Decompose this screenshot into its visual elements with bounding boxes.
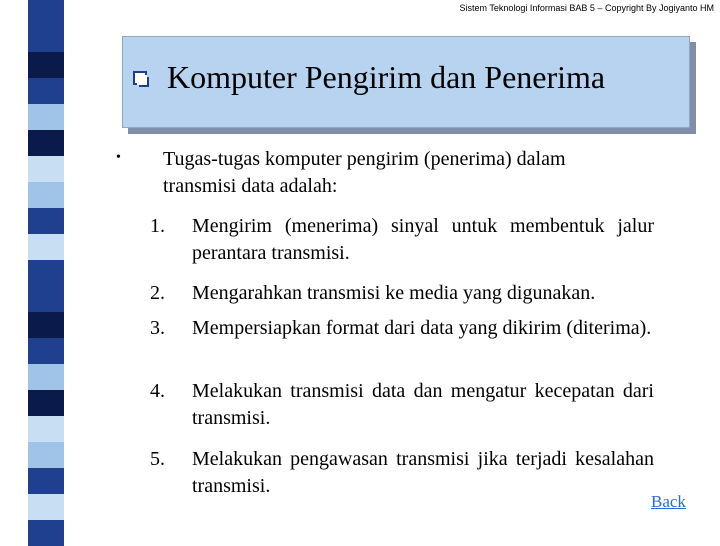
bullet-dot-icon: • — [116, 150, 121, 165]
strip-square — [28, 312, 64, 338]
strip-square — [28, 78, 64, 104]
list-number: 1. — [150, 215, 165, 237]
strip-square — [28, 182, 64, 208]
strip-square — [28, 52, 64, 78]
header-note: Sistem Teknologi Informasi BAB 5 – Copyright By Jogiyanto HM — [459, 3, 714, 13]
strip-square — [28, 286, 64, 312]
strip-square — [28, 0, 64, 26]
back-link[interactable]: Back — [651, 492, 686, 511]
strip-square — [28, 364, 64, 390]
list-number: 3. — [150, 317, 165, 339]
strip-square — [28, 234, 64, 260]
list-number: 5. — [150, 448, 165, 470]
list-text: Mengirim (menerima) sinyal untuk membentuk jalur perantara transmisi. — [192, 215, 654, 264]
list-text: Mengarahkan transmisi ke media yang digunakan. — [192, 282, 596, 304]
decorative-color-strip — [28, 0, 64, 540]
list-text: Mempersiapkan format dari data yang dikirim (diterima). — [192, 317, 652, 339]
slide-title: Komputer Pengirim dan Penerima — [167, 59, 606, 95]
strip-square — [28, 442, 64, 468]
strip-square — [28, 260, 64, 286]
strip-square — [28, 338, 64, 364]
list-text: Melakukan transmisi data dan mengatur kecepatan dari transmisi. — [192, 380, 654, 429]
list-text: Melakukan pengawasan transmisi jika terjadi kesalahan transmisi. — [192, 448, 654, 497]
strip-square — [28, 130, 64, 156]
strip-square — [28, 416, 64, 442]
intro-text: Tugas-tugas komputer pengirim (penerima) dalam transmisi data adalah: — [163, 148, 566, 197]
title-box — [122, 36, 690, 128]
strip-square — [28, 104, 64, 130]
list-number: 4. — [150, 380, 165, 402]
list-number: 2. — [150, 282, 165, 304]
strip-square — [28, 520, 64, 546]
strip-square — [28, 494, 64, 520]
strip-square — [28, 468, 64, 494]
strip-square — [28, 26, 64, 52]
strip-square — [28, 208, 64, 234]
checkbox-bullet-icon — [133, 71, 147, 85]
strip-square — [28, 390, 64, 416]
strip-square — [28, 156, 64, 182]
